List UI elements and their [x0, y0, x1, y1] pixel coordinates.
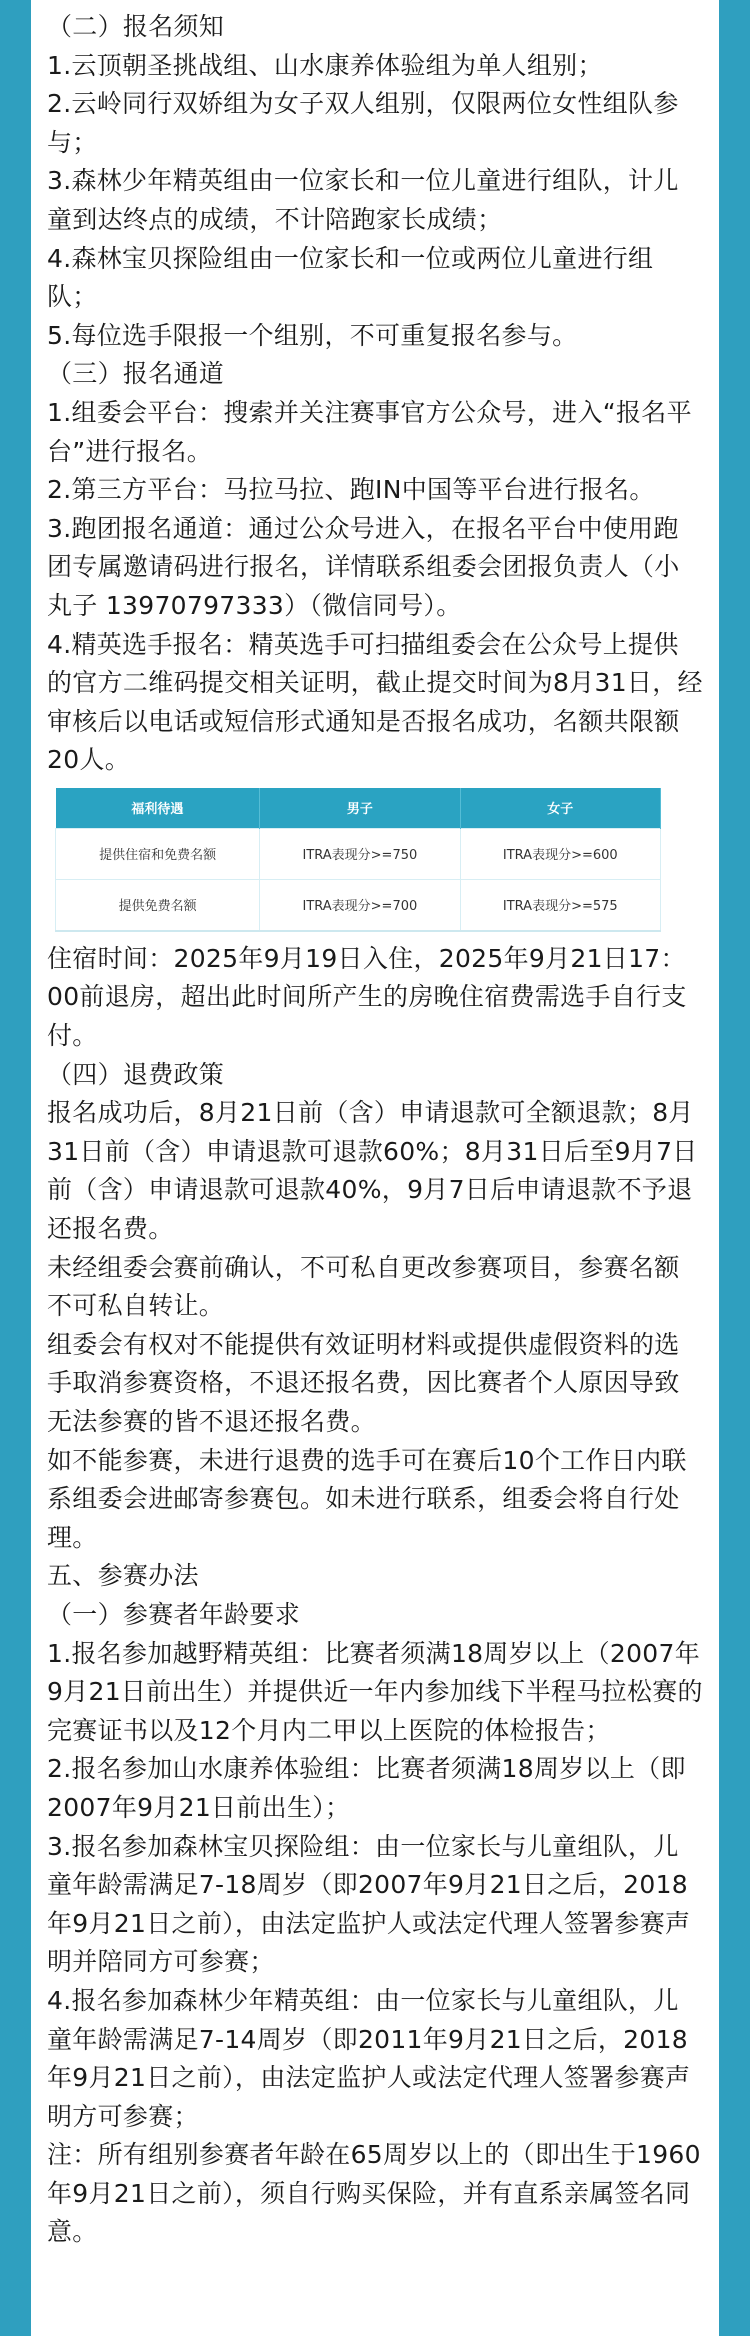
registration-note-5: 5.每位选手限报一个组别，不可重复报名参与。 — [47, 320, 578, 350]
channel-item-3: 3.跑团报名通道：通过公众号进入，在报名平台中使用跑团专属邀请码进行报名，详情联系组委会团报负责人（小丸子 13970797333）（微信同号）。 — [47, 513, 680, 620]
channel-item-4: 4.精英选手报名：精英选手可扫描组委会在公众号上提供的官方二维码提交相关证明，截止提交时间为8月31日，经审核后以电话或短信形式通知是否报名成功，名额共限额20人。 — [47, 629, 703, 775]
registration-note-2: 2.云岭同行双娇组为女子双人组别，仅限两位女性组队参与； — [47, 89, 679, 157]
refund-paragraph-1: 报名成功后，8月21日前（含）申请退款可全额退款；8月31日前（含）申请退款可退款60%；8月31日后至9月7日前（含）申请退款可退款40%，9月7日后申请退款不予退还报名费。 — [47, 1098, 698, 1244]
table-cell: ITRA表现分>=750 — [260, 828, 460, 879]
subsection-heading-age-requirements: （一）参赛者年龄要求 — [47, 1599, 301, 1629]
age-requirement-note: 注：所有组别参赛者年龄在65周岁以上的（即出生于1960年9月21日之前），须自行购买保险，并有直系亲属签名同意。 — [47, 2140, 701, 2247]
table-cell: ITRA表现分>=600 — [460, 828, 660, 879]
section-heading-registration-channels: （三）报名通道 — [47, 359, 225, 389]
document-page — [31, 0, 719, 2336]
channel-item-1: 1.组委会平台：搜索并关注赛事官方公众号，进入“报名平台”进行报名。 — [47, 397, 692, 466]
benefit-table — [55, 788, 661, 932]
section-heading-registration-notes: （二）报名须知 — [47, 12, 225, 41]
age-requirement-1: 1.报名参加越野精英组：比赛者须满18周岁以上（2007年9月21日前出生）并提供近一年内参加线下半程马拉松赛的完赛证书以及12个月内二甲以上医院的体检报告； — [47, 1638, 703, 1745]
table-cell: 提供免费名额 — [56, 879, 260, 931]
table-cell: 提供住宿和免费名额 — [56, 828, 260, 879]
refund-paragraph-4: 如不能参赛，未进行退费的选手可在赛后10个工作日内联系组委会进邮寄参赛包。如未进行联系，组委会将自行处理。 — [47, 1445, 687, 1552]
refund-paragraph-3: 组委会有权对不能提供有效证明材料或提供虚假资料的选手取消参赛资格，不退还报名费，因比赛者个人原因导致无法参赛的皆不退还报名费。 — [47, 1329, 680, 1436]
registration-note-4: 4.森林宝贝探险组由一位家长和一位或两位儿童进行组队； — [47, 243, 654, 312]
table-cell: ITRA表现分>=700 — [260, 879, 460, 931]
age-requirement-2: 2.报名参加山水康养体验组：比赛者须满18周岁以上（即2007年9月21日前出生）； — [47, 1754, 686, 1822]
table-cell: ITRA表现分>=575 — [460, 879, 660, 931]
table-header-cell: 福利待遇 — [56, 788, 260, 829]
table-header-cell: 女子 — [460, 788, 660, 829]
age-requirement-4: 4.报名参加森林少年精英组：由一位家长与儿童组队，儿童年龄需满足7-14周岁（即2011年9月21日之后，2018年9月21日之前），由法定监护人或法定代理人签署参赛声明方可参赛； — [47, 1985, 691, 2131]
lodging-time-text: 住宿时间：2025年9月19日入住，2025年9月21日17：00前退房，超出此时间所产生的房晚住宿费需选手自行支付。 — [47, 943, 687, 1051]
table-row — [56, 828, 661, 879]
section-heading-participation: 五、参赛办法 — [47, 1561, 199, 1591]
registration-note-1: 1.云顶朝圣挑战组、山水康养体验组为单人组别； — [47, 50, 603, 80]
table-header-cell: 男子 — [260, 788, 460, 829]
section-heading-refund-policy: （四）退费政策 — [47, 1059, 225, 1089]
table-header-row — [56, 788, 661, 829]
registration-note-3: 3.森林少年精英组由一位家长和一位儿童进行组队，计儿童到达终点的成绩，不计陪跑家长成绩； — [47, 166, 679, 234]
age-requirement-3: 3.报名参加森林宝贝探险组：由一位家长与儿童组队，儿童年龄需满足7-18周岁（即2007年9月21日之后，2018年9月21日之前），由法定监护人或法定代理人签署参赛声明并陪同方可参赛； — [47, 1831, 691, 1977]
refund-paragraph-2: 未经组委会赛前确认，不可私自更改参赛项目，参赛名额不可私自转让。 — [47, 1252, 680, 1321]
table-row — [56, 879, 661, 931]
channel-item-2: 2.第三方平台：马拉马拉、跑IN中国等平台进行报名。 — [47, 475, 655, 505]
